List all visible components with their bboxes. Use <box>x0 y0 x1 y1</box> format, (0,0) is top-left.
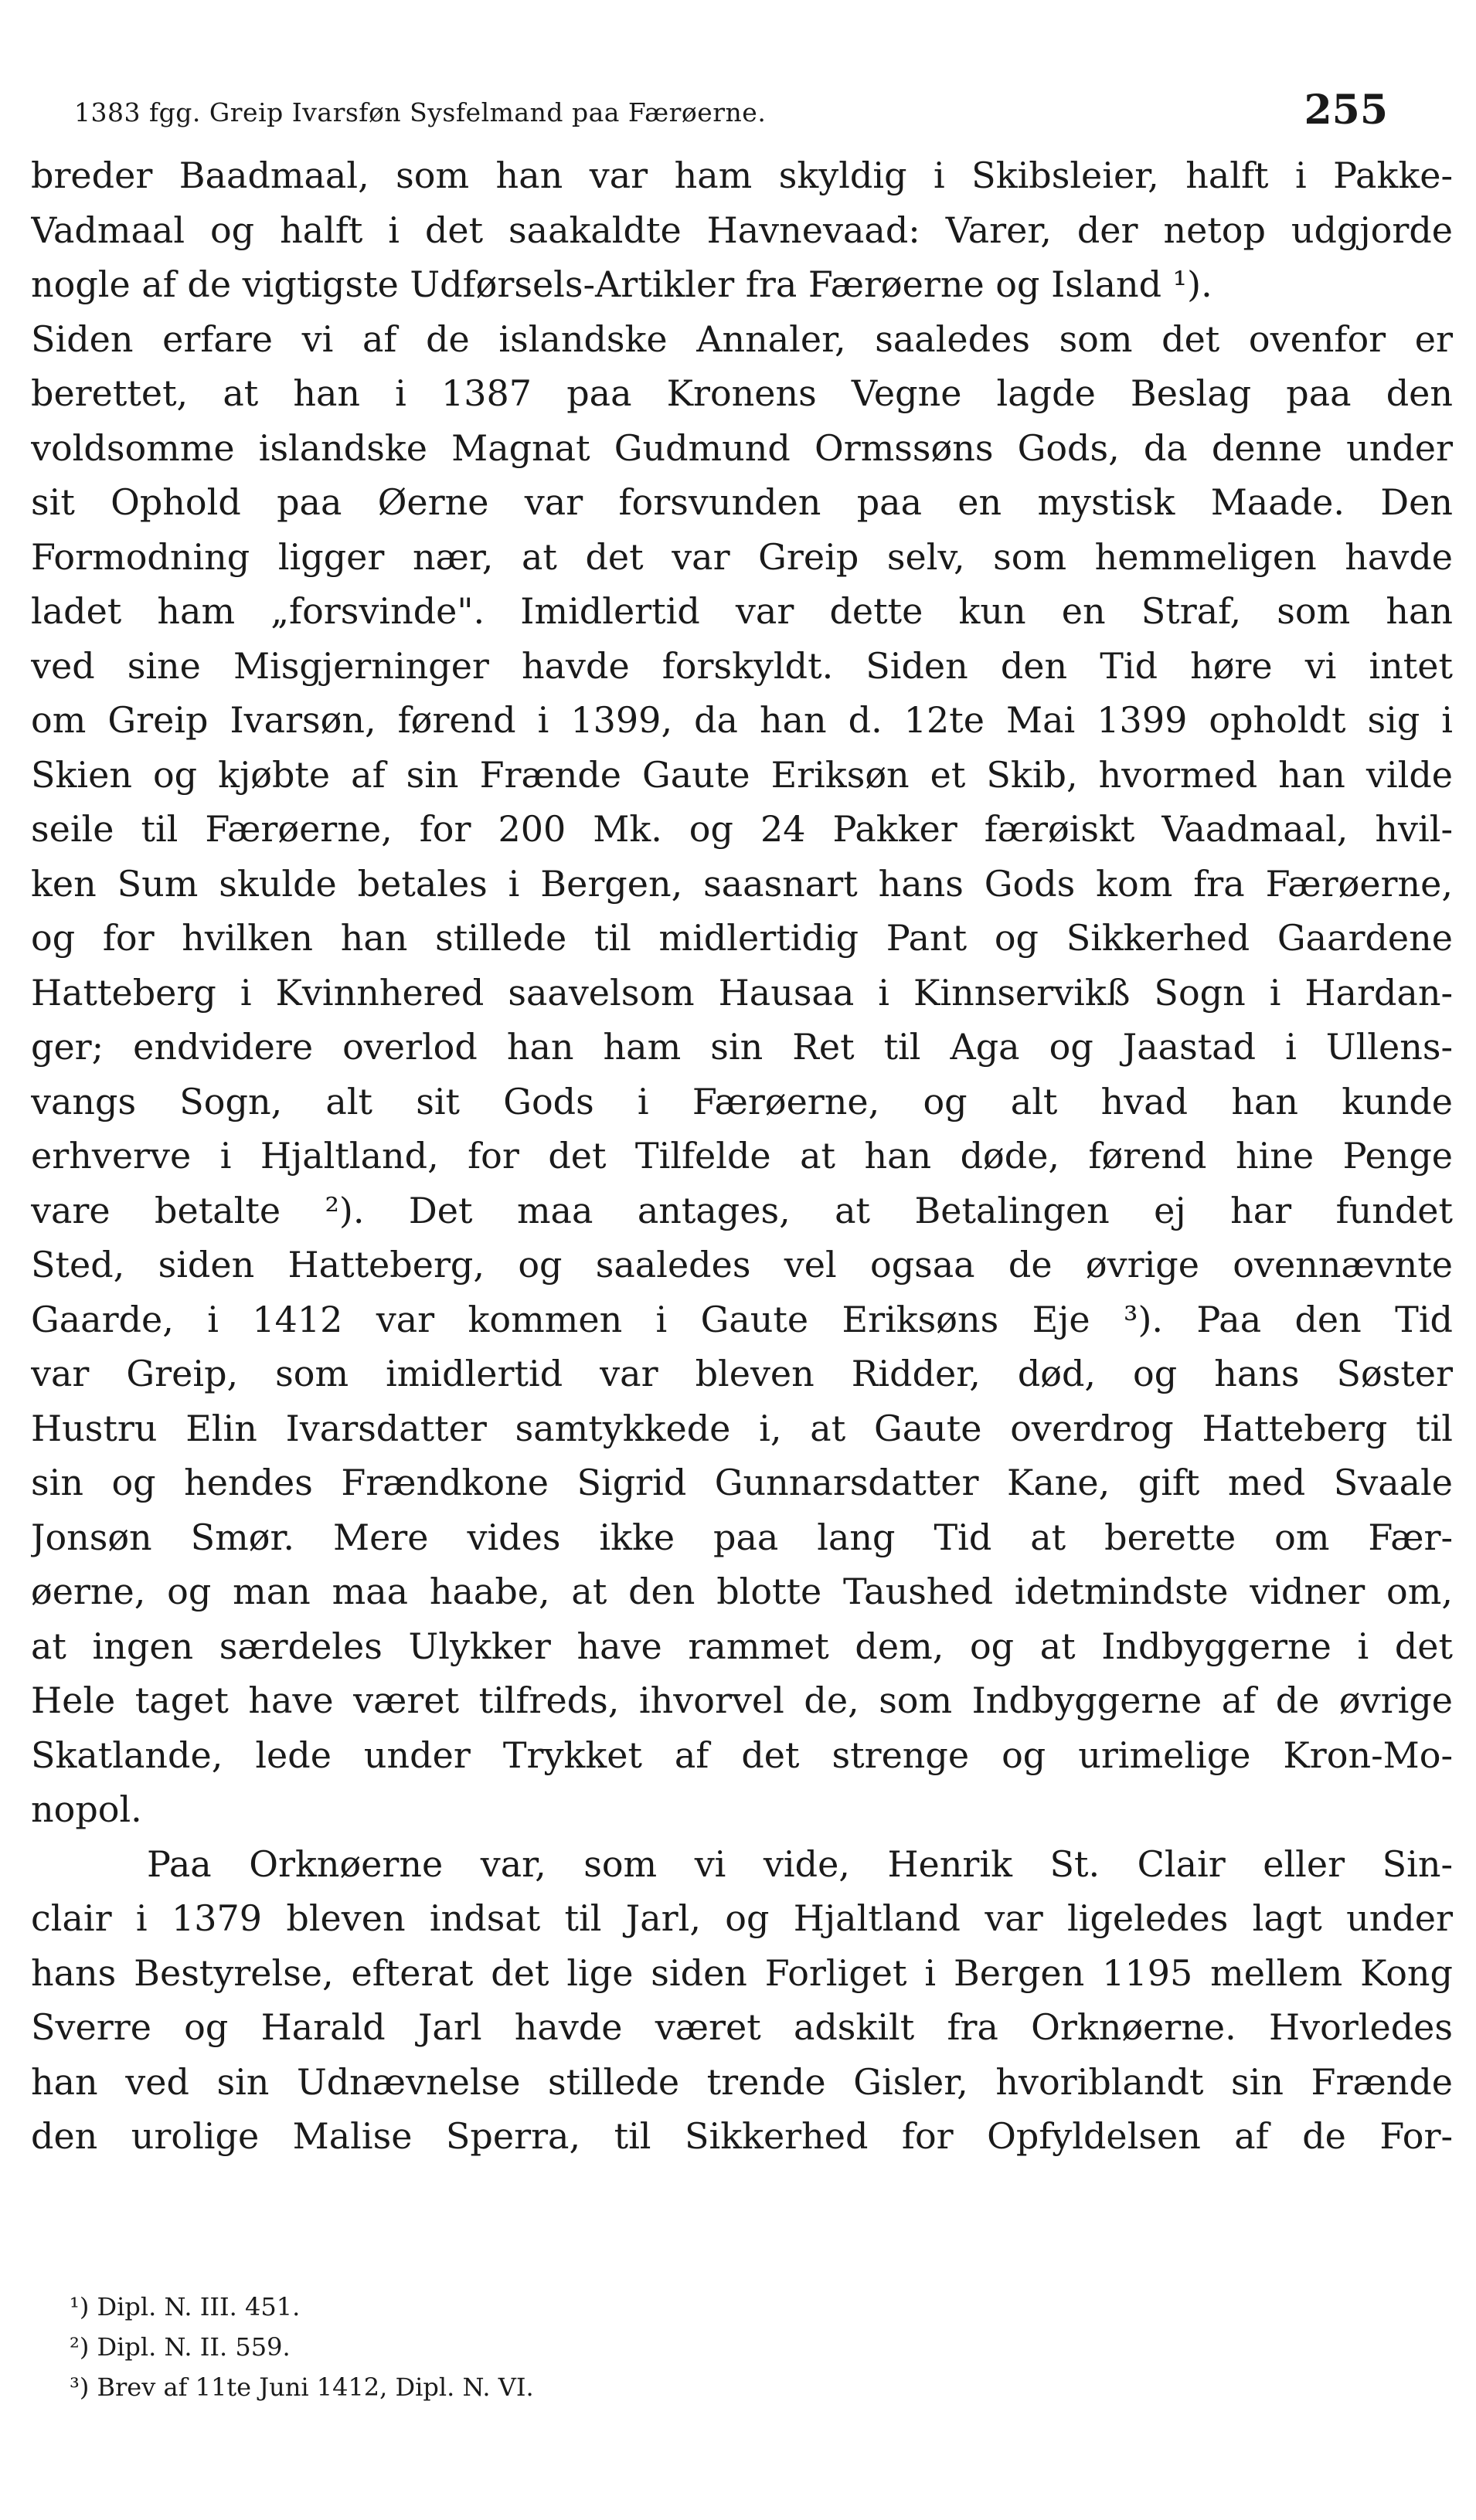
text-line: ger; endvidere overlod han ham sin Ret til Aga og Jaastad i Ullens- <box>31 1026 1453 1068</box>
text-line: voldsomme islandske Magnat Gudmund Ormssøns Gods, da denne under <box>31 426 1453 469</box>
text-line: Skien og kjøbte af sin Frænde Gaute Eriksøn et Skib, hvormed han vilde <box>31 753 1453 796</box>
text-line: seile til Færøerne, for 200 Mk. og 24 Pakker færøiskt Vaadmaal, hvil- <box>31 808 1453 850</box>
text-line: Sted, siden Hatteberg, og saaledes vel ogsaa de øvrige ovennævnte <box>31 1244 1453 1285</box>
footnote: ³) Brev af 11te Juni 1412, Dipl. N. VI. <box>70 2372 534 2402</box>
text-line: berettet, at han i 1387 paa Kronens Vegne lagde Beslag paa den <box>31 372 1453 414</box>
text-line: breder Baadmaal, som han var ham skyldig i Skibsleier, halft i Pakke- <box>31 155 1453 196</box>
text-line: Hatteberg i Kvinnhered saavelsom Hausaa i Kinnservikß Sogn i Hardan- <box>31 971 1453 1014</box>
text-line: Paa Orknøerne var, som vi vide, Henrik St. Clair eller Sin- <box>147 1842 1453 1885</box>
text-line: nogle af de vigtigste Udførsels-Artikler fra Færøerne og Island ¹). <box>31 263 1212 305</box>
text-line: Vadmaal og halft i det saakaldte Havnevaad: Varer, der netop udgjorde <box>31 209 1453 251</box>
running-head: 1383 fgg. Greip Ivarsføn Sysfelmand paa Færøerne. <box>74 97 767 127</box>
text-line: ved sine Misgjerninger havde forskyldt. Siden den Tid høre vi intet <box>31 644 1453 687</box>
text-line: og for hvilken han stillede til midlertidig Pant og Sikkerhed Gaardene <box>31 917 1453 959</box>
text-line: han ved sin Udnævnelse stillede trende Gisler, hvoriblandt sin Frænde <box>31 2060 1453 2103</box>
body-text <box>31 148 1453 2164</box>
text-line: Hele taget have været tilfreds, ihvorvel de, som Indbyggerne af de øvrige <box>31 1679 1453 1721</box>
page-header <box>74 87 1388 141</box>
text-line: ladet ham „forsvinde". Imidlertid var dette kun en Straf, som han <box>31 590 1453 632</box>
footnote: ²) Dipl. N. II. 559. <box>70 2332 291 2362</box>
text-line: vangs Sogn, alt sit Gods i Færøerne, og alt hvad han kunde <box>31 1080 1453 1122</box>
text-line: den urolige Malise Sperra, til Sikkerhed for Opfyldelsen af de For- <box>31 2115 1453 2157</box>
text-line: Gaarde, i 1412 var kommen i Gaute Eriksøns Eje ³). Paa den Tid <box>31 1298 1453 1340</box>
text-line: clair i 1379 bleven indsat til Jarl, og Hjaltland var ligeledes lagt under <box>31 1897 1453 1939</box>
text-line: Skatlande, lede under Trykket af det strenge og urimelige Kron-Mo- <box>31 1734 1453 1776</box>
text-line: øerne, og man maa haabe, at den blotte Taushed idetmindste vidner om, <box>31 1571 1453 1612</box>
text-line: at ingen særdeles Ulykker have rammet dem, og at Indbyggerne i det <box>31 1625 1453 1667</box>
text-line: Sverre og Harald Jarl havde været adskilt fra Orknøerne. Hvorledes <box>31 2006 1453 2048</box>
text-line: vare betalte ²). Det maa antages, at Betalingen ej har fundet <box>31 1189 1453 1231</box>
text-line: om Greip Ivarsøn, førend i 1399, da han d. 12te Mai 1399 opholdt sig i <box>31 699 1453 741</box>
footnotes <box>31 2287 1453 2407</box>
text-line: ken Sum skulde betales i Bergen, saasnart hans Gods kom fra Færøerne, <box>31 862 1453 905</box>
text-line: sit Ophold paa Øerne var forsvunden paa en mystisk Maade. Den <box>31 481 1453 523</box>
text-line: Formodning ligger nær, at det var Greip selv, som hemmeligen havde <box>31 535 1453 578</box>
text-line: Hustru Elin Ivarsdatter samtykkede i, at Gaute overdrog Hatteberg til <box>31 1407 1453 1449</box>
text-line: hans Bestyrelse, efterat det lige siden Forliget i Bergen 1195 mellem Kong <box>31 1951 1453 1994</box>
text-line: nopol. <box>31 1788 142 1830</box>
text-line: Jonsøn Smør. Mere vides ikke paa lang Tid at berette om Fær- <box>31 1516 1453 1558</box>
text-line: var Greip, som imidlertid var bleven Ridder, død, og hans Søster <box>31 1353 1453 1394</box>
text-line: sin og hendes Frændkone Sigrid Gunnarsdatter Kane, gift med Svaale <box>31 1462 1453 1503</box>
page-number: 255 <box>1304 87 1388 134</box>
text-line: erhverve i Hjaltland, for det Tilfelde at han døde, førend hine Penge <box>31 1135 1453 1177</box>
text-line: Siden erfare vi af de islandske Annaler, saaledes som det ovenfor er <box>31 318 1453 360</box>
footnote: ¹) Dipl. N. III. 451. <box>70 2292 301 2321</box>
